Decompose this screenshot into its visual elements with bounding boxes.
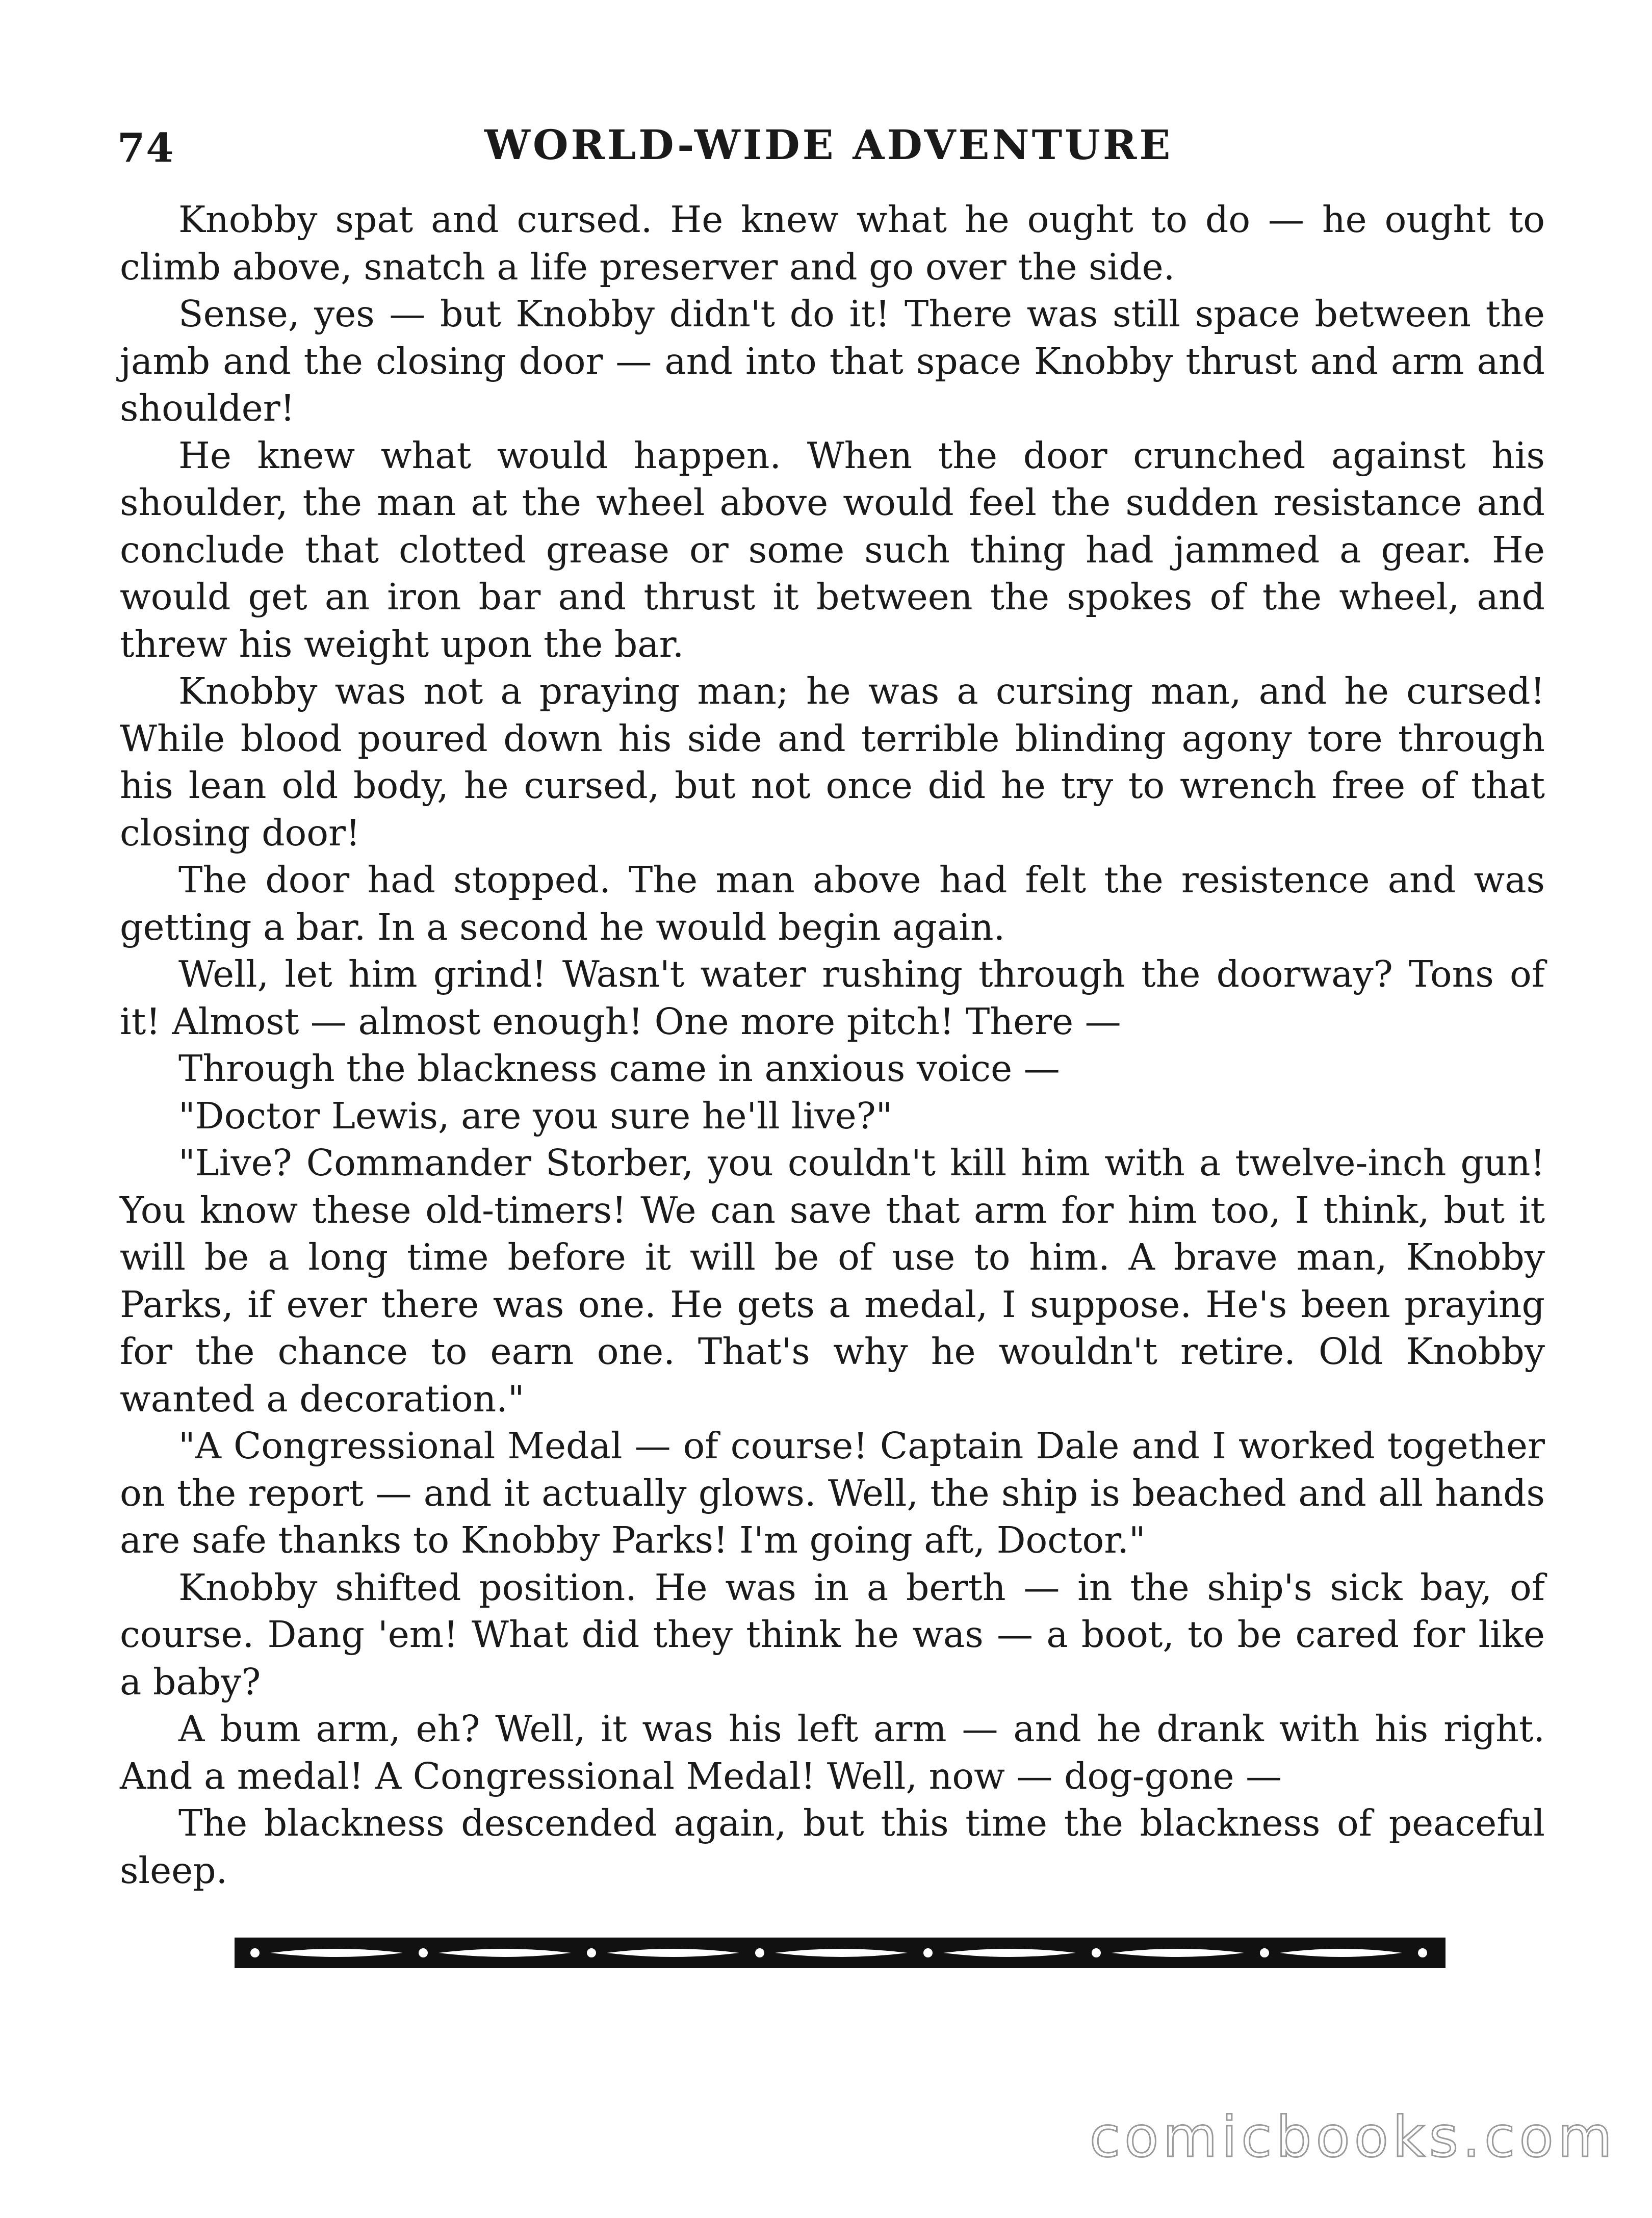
running-title: WORLD-WIDE ADVENTURE	[484, 121, 1173, 169]
paragraph: He knew what would happen. When the door crunched against his shoulder, the man at the wheel above would feel the sudden resistance and conclude that clotted grease or some such thing had jammed a gear. He would get an iron bar and thrust it between the spokes of the wheel, and threw his weight upon the bar.	[120, 434, 1545, 665]
paragraph: The door had stopped. The man above had felt the resistence and was getting a bar. In a second he would begin again.	[120, 859, 1545, 948]
paragraph: The blackness descended again, but this time the blackness of peaceful sleep.	[120, 1802, 1545, 1892]
paragraph: A bum arm, eh? Well, it was his left arm — and he drank with his right. And a medal! A Congressional Medal! Well, now — dog-gone —	[120, 1708, 1545, 1797]
paragraph: "Live? Commander Storber, you couldn't kill him with a twelve-inch gun! You know these old-timers! We can save that arm for him too, I think, but it will be a long time before it will be of use to him. A brave man, Knobby Parks, if ever there was one. He gets a medal, I suppose. He's been praying for the chance to earn one. That's why he wouldn't retire. Old Knobby wanted a decoration."	[120, 1142, 1545, 1420]
page-number: 74	[117, 125, 175, 171]
decorative-rule	[235, 1938, 1446, 1968]
watermark: comicbooks.com	[1089, 2104, 1616, 2170]
paragraph: Knobby spat and cursed. He knew what he ought to do — he ought to climb above, snatch a life preserver and go over the side.	[120, 198, 1545, 288]
paragraph: Well, let him grind! Wasn't water rushing through the doorway? Tons of it! Almost — almost enough! One more pitch! There —	[120, 953, 1545, 1043]
paragraph: Sense, yes — but Knobby didn't do it! There was still space between the jamb and the closing door — and into that space Knobby thrust and arm and shoulder!	[120, 293, 1545, 429]
paragraph: Through the blackness came in anxious voice —	[178, 1047, 1060, 1090]
page-header	[117, 110, 1545, 186]
paragraph: "Doctor Lewis, are you sure he'll live?"	[178, 1094, 893, 1137]
paragraph: Knobby was not a praying man; he was a cursing man, and he cursed! While blood poured down his side and terrible blinding agony tore through his lean old body, he cursed, but not once did he try to wrench free of that closing door!	[120, 670, 1545, 854]
paragraph: "A Congressional Medal — of course! Captain Dale and I worked together on the report — and it actually glows. Well, the ship is beached and all hands are safe thanks to Knobby Parks! I'm going aft, Doctor."	[120, 1425, 1545, 1561]
story-text	[120, 196, 1545, 1894]
paragraph: Knobby shifted position. He was in a berth — in the ship's sick bay, of course. Dang 'em! What did they think he was — a boot, to be cared for like a baby?	[120, 1566, 1545, 1703]
